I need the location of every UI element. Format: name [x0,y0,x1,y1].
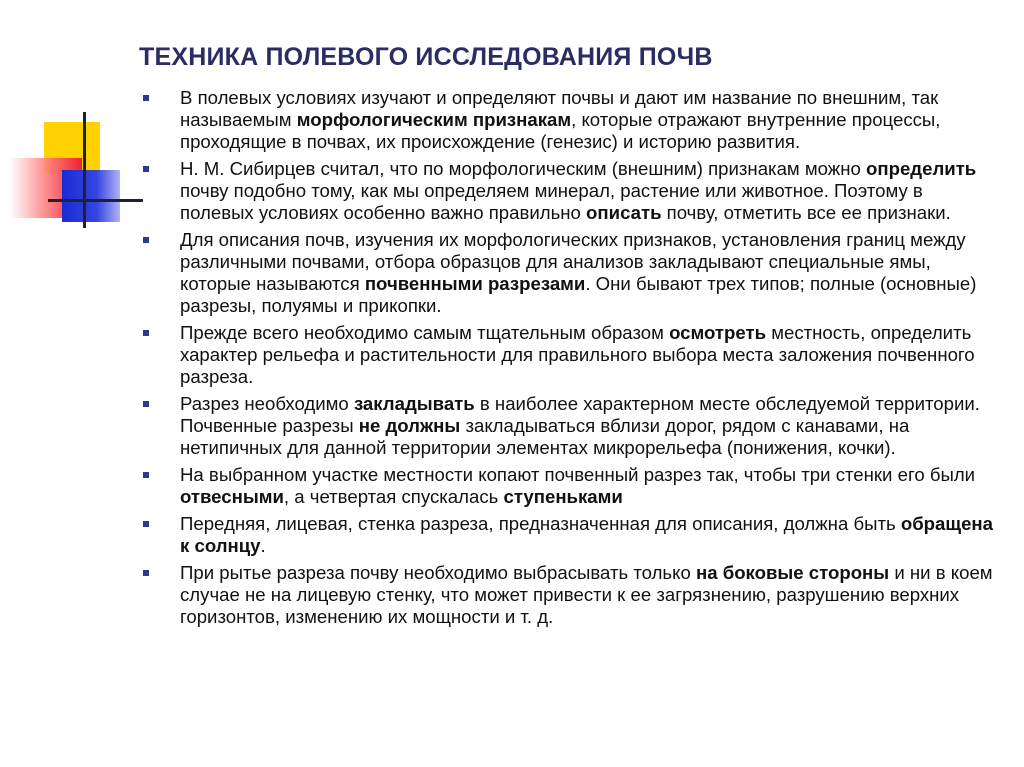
bold-text: не должны [358,415,461,436]
text: В полевых условиях изучают и определяют почвы и дают им название по внешним, так называемым [180,87,939,130]
text: в наиболее характерном месте обследуемой территории. Почвенные разрезы [180,393,980,436]
square-bullet-icon [143,166,149,172]
text: На выбранном участке местности копают почвенный разрез так, чтобы три стенки его были [180,464,976,485]
square-bullet-icon [143,237,149,243]
bold-text: обращена к солнцу [180,513,993,556]
square-bullet-icon [143,330,149,336]
square-bullet-icon [143,401,149,407]
bullet-item-5 [140,393,1000,459]
text: почву, отметить все ее признаки. [661,202,951,223]
square-bullet-icon [143,570,149,576]
square-bullet-icon [143,472,149,478]
bold-text: определить [866,158,977,179]
text: почву подобно тому, как мы определяем минерал, растение или животное. Поэтому в полевых условиях особенно важно правильно [180,180,923,223]
bullet-item-3 [140,229,1000,317]
text: При рытье разреза почву необходимо выбрасывать только [180,562,696,583]
text: Разрез необходимо [180,393,354,414]
bold-text: осмотреть [669,322,767,343]
bullet-item-2 [140,158,1000,224]
text: и ни в коем случае не на лицевую стенку, что может привести к ее загрязнению, разрушению верхних горизонтов, изменению их мощности и т. д. [180,562,993,627]
text: , которые отражают внутренние процессы, проходящие в почвах, их происхождение (генезис) и историю развития. [180,109,941,152]
text: . Они бывают трех типов; полные (основные) разрезы, полуямы и прикопки. [180,273,977,316]
vertical-line-decoration [83,112,86,228]
square-bullet-icon [143,95,149,101]
text: . [260,535,266,556]
bold-text: морфологическим признакам [296,109,572,130]
slide-title: ТЕХНИКА ПОЛЕВОГО ИССЛЕДОВАНИЯ ПОЧВ [139,43,713,71]
bold-text: описать [586,202,662,223]
text: Передняя, лицевая, стенка разреза, предназначенная для описания, должна быть [180,513,901,534]
blue-square-decoration [62,170,120,222]
bullet-item-7 [140,513,1000,557]
bold-text: отвесными [180,486,284,507]
bold-text: закладывать [353,393,475,414]
text: Прежде всего необходимо самым тщательным образом [180,322,670,343]
bold-text: почвенными разрезами [364,273,586,294]
bullet-item-8 [140,562,1000,628]
bullet-item-1 [140,87,1000,153]
text: закладываться вблизи дорог, рядом с канавами, на нетипичных для данной территории элементах микрорельефа (понижения, кочки). [180,415,910,458]
bullet-item-6 [140,464,1000,508]
text: Для описания почв, изучения их морфологических признаков, установления границ между различными почвами, отбора образцов для анализов закладывают специальные ямы, которые называются [180,229,966,294]
bold-text: на боковые стороны [695,562,890,583]
horizontal-line-decoration [48,199,143,202]
square-bullet-icon [143,521,149,527]
text: местность, определить характер рельефа и растительности для правильного выбора места заложения почвенного разреза. [180,322,975,387]
bold-text: ступеньками [503,486,623,507]
text: Н. М. Сибирцев считал, что по морфологическим (внешним) признакам можно [180,158,867,179]
text: , а четвертая спускалась [283,486,504,507]
bullet-list [140,87,1000,633]
decorative-squares [0,0,150,240]
bullet-item-4 [140,322,1000,388]
